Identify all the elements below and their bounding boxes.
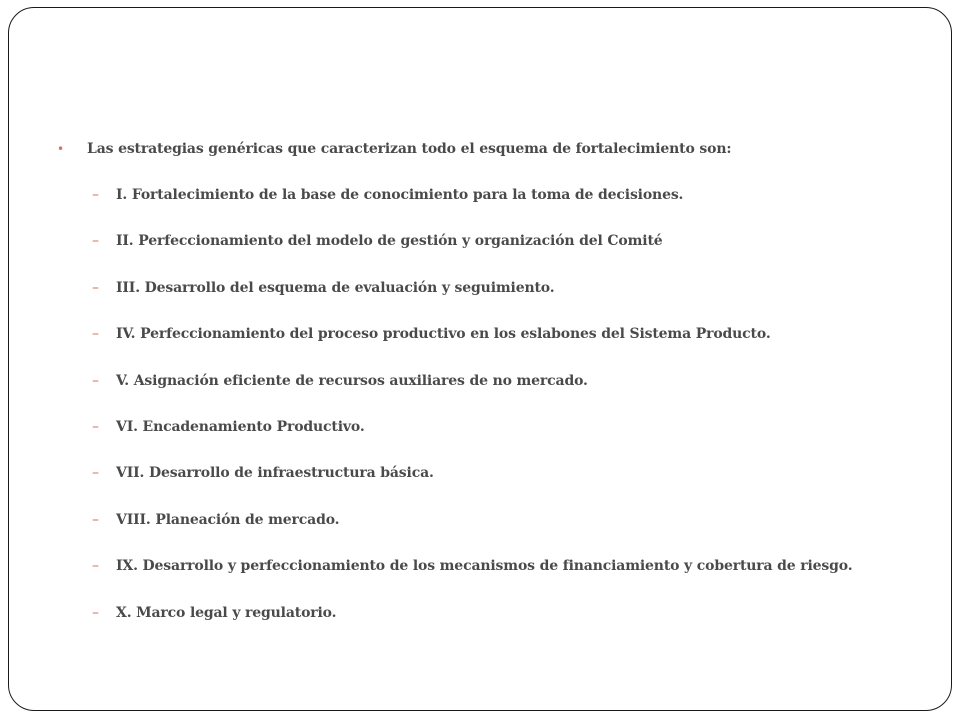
main-bullet bbox=[57, 139, 731, 159]
dash-icon: – bbox=[92, 279, 99, 296]
dash-icon: – bbox=[92, 233, 99, 250]
dash-icon: – bbox=[92, 558, 99, 575]
strategy-text: V. Asignación eficiente de recursos auxiliares de no mercado. bbox=[116, 372, 588, 389]
list-item bbox=[92, 556, 852, 602]
dash-icon: – bbox=[92, 604, 99, 621]
strategy-text: VIII. Planeación de mercado. bbox=[116, 511, 340, 528]
main-bullet-text: Las estrategias genéricas que caracterizan todo el esquema de fortalecimiento son: bbox=[87, 141, 732, 157]
list-item bbox=[92, 463, 852, 509]
strategy-text: IV. Perfeccionamiento del proceso productivo en los eslabones del Sistema Producto. bbox=[116, 326, 771, 343]
dash-icon: – bbox=[92, 418, 99, 435]
list-item bbox=[92, 510, 852, 556]
dash-icon: – bbox=[92, 187, 99, 203]
list-item bbox=[92, 324, 852, 370]
list-item bbox=[92, 603, 852, 649]
strategy-text: X. Marco legal y regulatorio. bbox=[116, 604, 337, 621]
dash-icon: – bbox=[92, 465, 99, 482]
list-item bbox=[92, 185, 852, 231]
list-item bbox=[92, 231, 852, 277]
dash-icon: – bbox=[92, 372, 99, 389]
strategy-text: III. Desarrollo del esquema de evaluación y seguimiento. bbox=[116, 279, 555, 296]
strategy-text: II. Perfeccionamiento del modelo de gestión y organización del Comité bbox=[116, 233, 663, 250]
strategy-text: VII. Desarrollo de infraestructura básica. bbox=[116, 465, 434, 482]
dash-icon: – bbox=[92, 511, 99, 528]
strategy-text: IX. Desarrollo y perfeccionamiento de los mecanismos de financiamiento y cobertura de riesgo. bbox=[116, 558, 853, 575]
strategy-text: VI. Encadenamiento Productivo. bbox=[116, 418, 365, 435]
list-item bbox=[92, 417, 852, 463]
strategy-text: I. Fortalecimiento de la base de conocimiento para la toma de decisiones. bbox=[116, 187, 684, 203]
list-item bbox=[92, 278, 852, 324]
bullet-icon: • bbox=[57, 142, 65, 156]
dash-icon: – bbox=[92, 326, 99, 343]
strategies-list bbox=[92, 185, 852, 649]
list-item bbox=[92, 371, 852, 417]
